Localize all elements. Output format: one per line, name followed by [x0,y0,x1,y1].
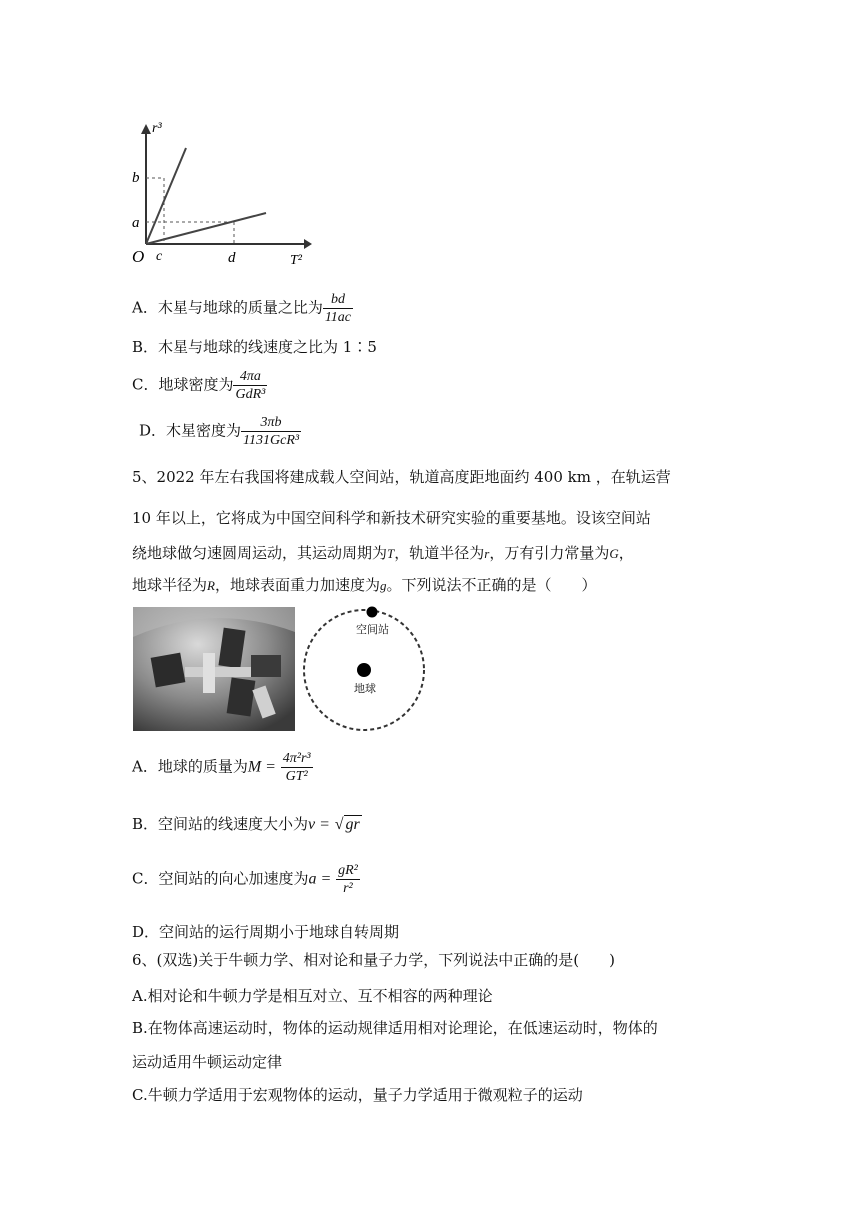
q5-stem-line-4 [132,575,597,596]
r3-t2-graph [128,118,313,268]
tick-label-d: d [228,250,236,266]
earth-label: 地球 [354,682,376,695]
q5-line4-c: 。下列说法不正确的是（ ） [386,576,597,594]
symbol-T: T [387,546,395,561]
tick-label-b: b [132,170,140,186]
q4-d-denominator: 1131GcR³ [243,433,300,448]
origin-label: O [132,247,145,266]
symbol-r: r [484,546,490,561]
y-axis-label: r³ [152,121,162,136]
q4-option-a-text: A．木星与地球的质量之比为 [132,298,323,317]
q4-option-c [132,368,267,403]
tick-label-c: c [156,249,163,264]
space-station-photo [133,607,295,731]
symbol-g: g [379,578,387,593]
q5-option-d: D．空间站的运行周期小于地球自转周期 [132,923,400,941]
q4-a-denominator: 11ac [324,310,352,325]
q5-b-radicand: gr [345,816,360,833]
q5-a-numerator: 4π²r³ [282,751,311,766]
q5-a-lhs: M = [247,758,276,776]
q4-option-d [139,414,301,449]
symbol-G: G [609,546,619,561]
q5-line3-d: ， [618,544,634,562]
q4-option-a [132,291,353,326]
symbol-R: R [207,578,215,593]
q5-line4-a: 地球半径为 [132,576,208,594]
q5-option-b: B．空间站的线速度大小为v = √ gr [132,815,360,833]
q5-c-lhs: a = [308,870,332,888]
q4-a-numerator: bd [323,291,353,309]
q5-c-numerator: gR² [338,863,358,878]
q5-line3-b: ，轨道半径为 [394,544,485,562]
q5-option-c-fraction [336,862,360,897]
q6-option-c: C.牛顿力学适用于宏观物体的运动，量子力学适用于微观粒子的运动 [132,1086,583,1104]
q5-stem-line-2: 10 年以上，它将成为中国空间科学和新技术研究实验的重要基地。设该空间站 [132,509,651,527]
q5-option-a [132,750,313,785]
q4-d-numerator: 3πb [241,414,301,432]
q4-option-b: B．木星与地球的线速度之比为 1∶5 [132,338,377,356]
q4-c-numerator: 4πa [233,368,267,386]
q5-stem-line-3 [132,543,634,564]
q5-option-c-text: C．空间站的向心加速度为 [132,869,309,888]
q4-option-c-fraction [233,368,267,403]
q5-stem-line-1: 5、2022 年左右我国将建成载人空间站，轨道高度距地面约 400 km ，在轨运营 [132,468,671,486]
q5-option-a-fraction [281,750,313,785]
q5-c-denominator: r² [343,881,353,896]
x-axis-label: T² [290,253,302,268]
orbit-diagram [298,603,438,735]
q5-line3-a: 绕地球做匀速圆周运动，其运动周期为 [132,544,388,562]
q6-option-b-line-1: B.在物体高速运动时，物体的运动规律适用相对论理论，在低速运动时，物体的 [132,1019,658,1037]
q5-option-c [132,862,360,897]
q6-option-b-line-2: 运动适用牛顿运动定律 [132,1053,283,1071]
q5-b-lhs: v = [308,816,330,833]
q6-stem: 6、(双选)关于牛顿力学、相对论和量子力学，下列说法中正确的是( ) [132,951,615,969]
q5-a-denominator: GT² [285,769,308,784]
q5-option-a-text: A．地球的质量为 [132,757,248,776]
station-label: 空间站 [356,623,389,636]
space-station-dot [367,607,378,618]
q4-c-denominator: GdR³ [235,387,266,402]
q5-line3-c: ，万有引力常量为 [489,544,610,562]
q6-option-a: A.相对论和牛顿力学是相互对立、互不相容的两种理论 [132,987,493,1005]
tick-label-a: a [132,215,140,231]
q4-option-c-text: C．地球密度为 [132,375,234,394]
earth-dot [357,663,371,677]
q4-option-d-fraction [241,414,301,449]
q4-option-d-text: D．木星密度为 [139,421,242,440]
q5-option-b-text: B．空间站的线速度大小为 [132,815,309,833]
q5-line4-b: ，地球表面重力加速度为 [214,576,380,594]
q4-option-a-fraction [323,291,353,326]
